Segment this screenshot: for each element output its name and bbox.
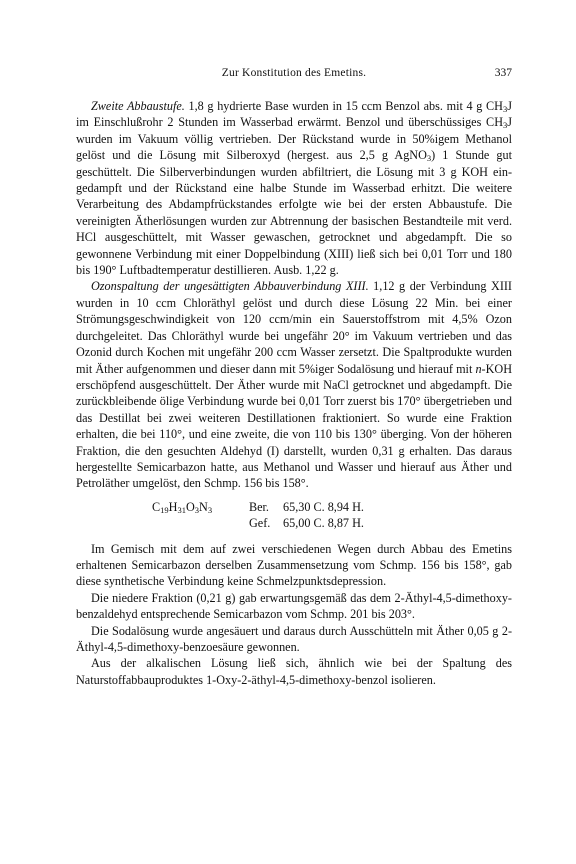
paragraph-soda-solution: Die Sodalösung wurde angesäuert und daraus durch Ausschütteln mit Äther 0,05 g 2-Äthyl-4,5-dimethoxy-benzoesäure gewonnen. <box>76 623 512 654</box>
analysis-label: Ber. <box>249 499 269 514</box>
paragraph-comparison: Im Gemisch mit dem auf zwei verschiedenen Wegen durch Abbau des Emetins erhaltenen Semicarbazon derselben Zusammensetzung vom Schmp. 156 bis 158°, gab diese synthetische Verbindung keine Schmelzpunktsdepression. <box>76 541 512 589</box>
analysis-row-found <box>249 515 364 531</box>
text-run: J wurden im Vakuum völlig vertrieben. Der Rückstand wurde in 50%igem Methanol gelöst und die Lösung mit Silberoxyd (hergest. aus 2,5 g AgNO <box>76 115 512 163</box>
formula-subscript: 19 <box>160 504 169 515</box>
paragraph-ozonspaltung <box>76 278 512 491</box>
paragraph-lead: Ozonspaltung der ungesättigten Abbauverbindung XIII. <box>91 279 369 294</box>
formula-subscript: 3 <box>194 504 200 515</box>
analysis-label: Gef. <box>249 516 271 531</box>
elemental-analysis <box>76 499 512 532</box>
text-run: ) 1 Stunde gut geschüttelt. Die Silberverbindungen wurden abfiltriert, die Lösung mit 3 g KOH eingedampft und der Rückstand eine halbe Stunde im Wasserbad erhitzt. Die weitere Verarbeitung des Abdampfrückstandes erfolgte wie bei der ersten Abbaustufe. Die vereinigten Ätherlösungen wurden zur Abtrennung der basischen Bestandteile mit verd. HCl ausgeschüttelt, mit Wasser gewaschen, getrocknet und abgedampft. Die so gewonnene Verbindung mit einer Doppelbindung (XIII) ließ sich bei 0,01 Torr und 180 bis 190° Luftbadtemperatur destillieren. Ausb. 1,22 g. <box>76 148 512 278</box>
running-title: Zur Konstitution des Emetins. <box>221 67 367 79</box>
analysis-value: 65,30 C. 8,94 H. <box>283 499 364 514</box>
formula-subscript: 3 <box>207 504 213 515</box>
body-text <box>76 98 512 688</box>
formula-part: H <box>168 499 178 514</box>
text-run: J im Einschlußrohr 2 Stunden im Wasserbad erwärmt. Benzol und überschüssiges CH <box>76 99 512 130</box>
italic-run: n <box>475 361 482 376</box>
analysis-value: 65,00 C. 8,87 H. <box>283 516 364 531</box>
text-run: 1,12 g der Verbindung XIII wurden in 10 ccm Chloräthyl gelöst und durch diese Lösung 22 Min. bei einer Strömungsgeschwindigkeit von 120 ccm/min ein Sauerstoffstrom mit 4,5% Ozon durchgeleitet. Das Chloräthyl wurde bei ungefähr 20° im Vakuum vertrieben und das Ozonid durch Kochen mit ungefähr 200 ccm Wasser zersetzt. Die Spaltprodukte wurden mit Äther aufgenommen und dieser dann mit 5%iger Sodalösung und hierauf mit <box>76 279 512 376</box>
formula-part: N <box>199 499 208 514</box>
formula-subscript: 31 <box>177 504 186 515</box>
subscript: 3 <box>503 120 508 131</box>
subscript: 3 <box>503 104 508 114</box>
formula-part: C <box>152 499 161 514</box>
text-run: 1,8 g hydrierte Base wurden in 15 ccm Benzol abs. mit 4 g CH <box>184 99 503 113</box>
paragraph-zweite-abbaustufe <box>76 98 512 278</box>
paragraph-lower-fraction: Die niedere Fraktion (0,21 g) gab erwartungsgemäß das dem 2-Äthyl-4,5-dimethoxy-benzaldehyd entsprechende Semicarbazon vom Schmp. 201 bis 203°. <box>76 590 512 622</box>
page-number: 337 <box>494 67 512 79</box>
paragraph-lead: Zweite Abbaustufe. <box>91 99 185 113</box>
paragraph-alkaline-solution: Aus der alkalischen Lösung ließ sich, ähnlich wie bei der Spaltung des Naturstoffabbauproduktes 1-Oxy-2-äthyl-4,5-dimethoxy-benzol isolieren. <box>76 656 512 687</box>
formula-part: O <box>185 499 195 514</box>
analysis-row-calculated <box>249 499 364 515</box>
analysis-values <box>249 499 364 532</box>
subscript: 3 <box>426 153 432 164</box>
text-run: -KOH erschöpfend ausgeschüttelt. Der Äther wurde mit NaCl getrocknet und abgedampft. Die zurückbleibende ölige Verbindung wurde bei 0,01 Torr zuerst bis 170° übergetrieben und das Destillat bei zwei weiteren Destillationen fraktioniert. So wurde eine Fraktion erhalten, die bei 110°, und eine zweite, die von 110 bis 130° überging. Von der höheren Fraktion, die den gesuchten Aldehyd (I) darstellt, wurden 0,31 g erhalten. Das daraus hergestellte Semicarbazon hatte, aus Methanol und Wasser und hierauf aus Äther und Petroläther umgelöst, den Schmp. 156 bis 158°. <box>76 361 512 491</box>
molecular-formula <box>152 499 249 532</box>
